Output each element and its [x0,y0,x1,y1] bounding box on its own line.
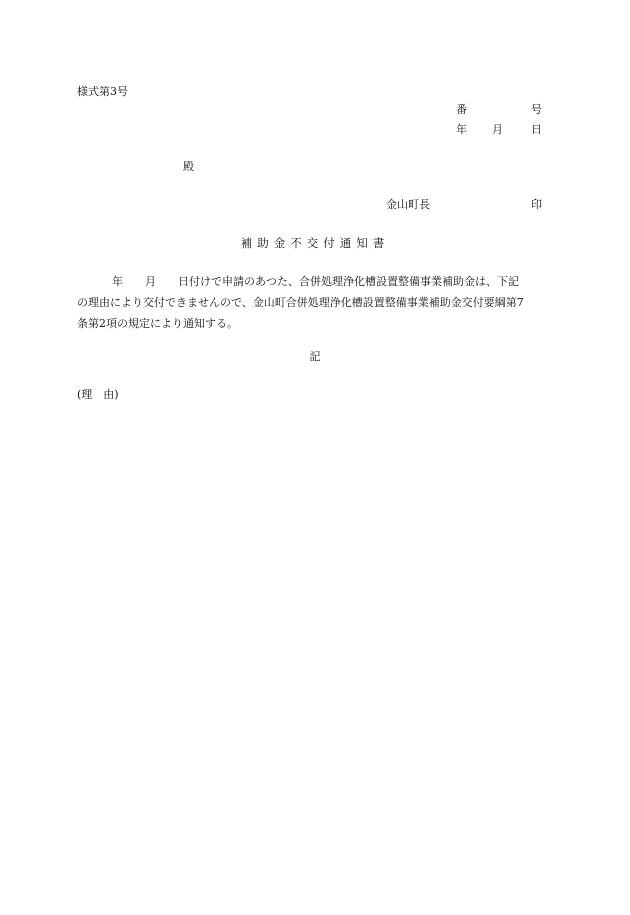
body-line-2: の理由により交付できませんので、金山町合併処理浄化槽設置整備事業補助金交付要綱第7 [77,296,524,309]
document-title: 補助金不交付通知書 [240,236,390,250]
date-month: 月 [492,123,503,136]
document-number-label: 番 [456,103,467,116]
reason-label: (理 由) [77,388,119,401]
recipient-honorific: 殿 [183,160,194,173]
form-number: 様式第3号 [77,85,128,98]
body-line-3: 条第2項の規定により通知する。 [77,317,238,330]
date-year: 年 [456,123,467,136]
issuer-line [386,198,542,212]
seal-mark: 印 [531,198,542,211]
issuer-name: 金山町長 [386,198,430,211]
date-day: 日 [531,123,542,136]
document-number-suffix: 号 [531,103,542,116]
body-text [77,271,555,334]
ki-heading: 記 [309,350,321,363]
body-line-1: 年 月 日付けで申請のあつた、合併処理浄化槽設置整備事業補助金は、下記 [112,275,519,288]
